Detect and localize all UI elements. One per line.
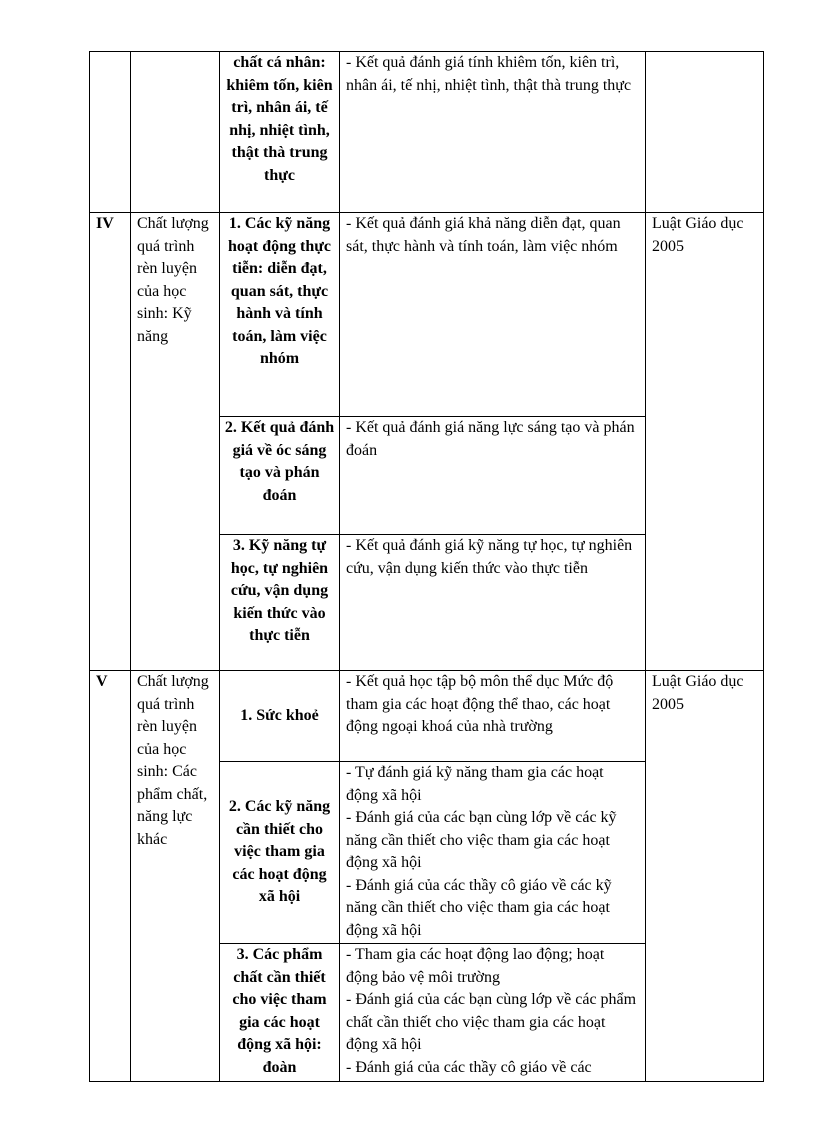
section-number: V bbox=[90, 671, 131, 1082]
section-title-cell bbox=[131, 52, 220, 213]
table-row bbox=[90, 671, 764, 762]
criterion-cell: 2. Các kỹ năng cần thiết cho việc tham gia các hoạt động xã hội bbox=[220, 762, 340, 944]
section-title: Chất lượng quá trình rèn luyện của học sinh: Các phẩm chất, năng lực khác bbox=[131, 671, 220, 1082]
evidence-cell: - Kết quả đánh giá tính khiêm tốn, kiên trì, nhân ái, tế nhị, nhiệt tình, thật thà trung thực bbox=[340, 52, 646, 213]
criterion-cell: chất cá nhân: khiêm tốn, kiên trì, nhân ái, tế nhị, nhiệt tình, thật thà trung thực bbox=[220, 52, 340, 213]
evidence-cell: - Tự đánh giá kỹ năng tham gia các hoạt động xã hội - Đánh giá của các bạn cùng lớp về các kỹ năng cần thiết cho việc tham gia các hoạt động xã hội - Đánh giá của các thầy cô giáo về các kỹ năng cần thiết cho việc tham gia các hoạt động xã hội bbox=[340, 762, 646, 944]
evidence-cell: - Kết quả đánh giá kỹ năng tự học, tự nghiên cứu, vận dụng kiến thức vào thực tiễn bbox=[340, 535, 646, 671]
section-title: Chất lượng quá trình rèn luyện của học sinh: Kỹ năng bbox=[131, 213, 220, 671]
legal-source: Luật Giáo dục 2005 bbox=[646, 213, 764, 671]
criterion-cell: 3. Các phẩm chất cần thiết cho việc tham gia các hoạt động xã hội: đoàn bbox=[220, 944, 340, 1082]
criterion-cell: 3. Kỹ năng tự học, tự nghiên cứu, vận dụng kiến thức vào thực tiễn bbox=[220, 535, 340, 671]
table-row bbox=[90, 213, 764, 417]
section-number: IV bbox=[90, 213, 131, 671]
criterion-cell: 2. Kết quả đánh giá về óc sáng tạo và phán đoán bbox=[220, 417, 340, 535]
evidence-cell: - Kết quả đánh giá năng lực sáng tạo và phán đoán bbox=[340, 417, 646, 535]
table-row bbox=[90, 52, 764, 213]
criterion-cell: 1. Các kỹ năng hoạt động thực tiễn: diễn đạt, quan sát, thực hành và tính toán, làm việc nhóm bbox=[220, 213, 340, 417]
evidence-cell: - Kết quả đánh giá khả năng diễn đạt, quan sát, thực hành và tính toán, làm việc nhóm bbox=[340, 213, 646, 417]
legal-source: Luật Giáo dục 2005 bbox=[646, 671, 764, 1082]
evidence-cell: - Tham gia các hoạt động lao động; hoạt động bảo vệ môi trường - Đánh giá của các bạn cùng lớp về các phẩm chất cần thiết cho việc tham gia các hoạt động xã hội - Đánh giá của các thầy cô giáo về các bbox=[340, 944, 646, 1082]
section-number-cell bbox=[90, 52, 131, 213]
criteria-table bbox=[89, 51, 764, 1082]
source-cell bbox=[646, 52, 764, 213]
evidence-cell: - Kết quả học tập bộ môn thể dục Mức độ tham gia các hoạt động thể thao, các hoạt động ngoại khoá của nhà trường bbox=[340, 671, 646, 762]
criterion-cell: 1. Sức khoẻ bbox=[220, 671, 340, 762]
